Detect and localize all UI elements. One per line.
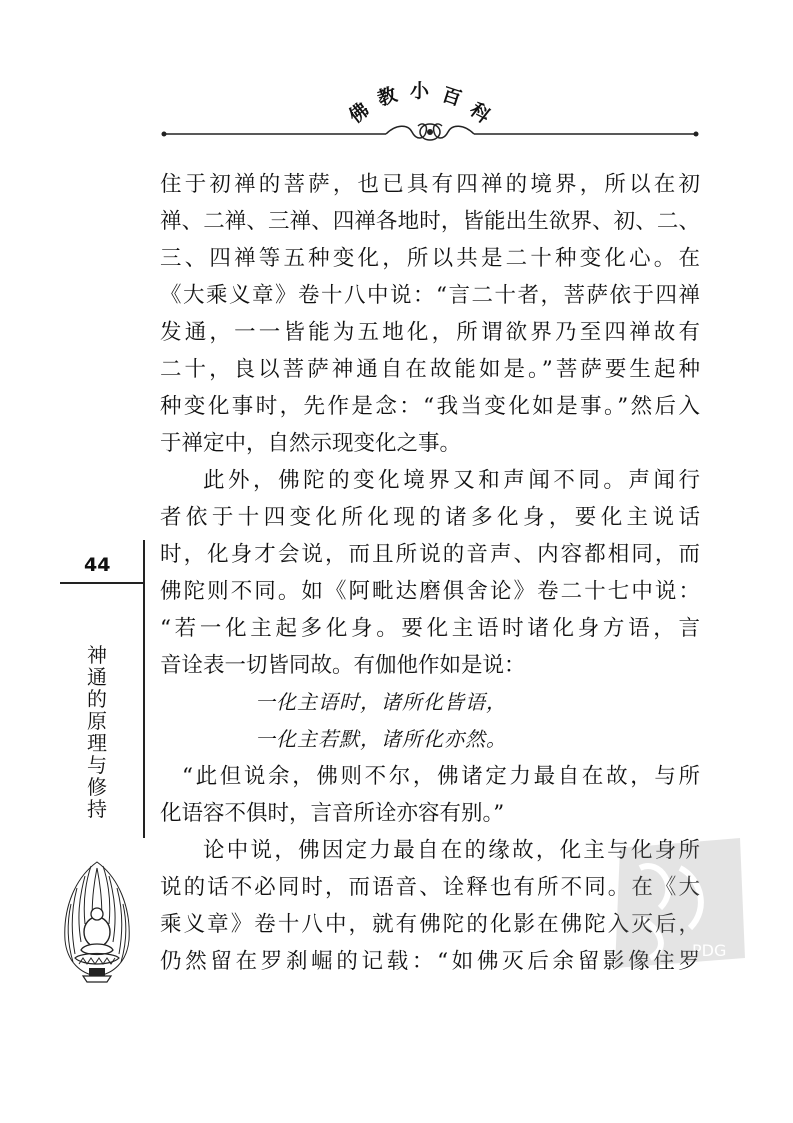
text-line: 禅、二禅、三禅、四禅各地时，皆能出生欲界、初、二、 [160,209,700,234]
text-line: 三、四禅等五种变化，所以共是二十种变化心。在 [160,246,700,271]
text-line: 说的话不必同时，而语音、诠释也有所不同。在《大 [160,875,700,900]
book-title-char: 与 [87,753,107,777]
text-line: 种变化事时，先作是念：“我当变化如是事。”然后入 [160,394,700,419]
text-line: 此外，佛陀的变化境界又和声闻不同。声闻行 [203,468,700,493]
text-line: 乘义章》卷十八中，就有佛陀的化影在佛陀入灭后， [160,912,700,937]
text-line: 音诠表一切皆同故。有伽他作如是说： [160,653,526,678]
header-ornament-rule [160,118,700,146]
book-title-vertical [84,644,110,820]
text-line: 《大乘义章》卷十八中说：“言二十者，菩萨依于四禅 [160,283,700,308]
book-title-char: 通 [87,665,107,689]
text-line: 佛陀则不同。如《阿毗达磨俱舍论》卷二十七中说： [160,579,700,604]
series-title-char: 佛 [344,98,374,128]
book-title-char: 理 [87,731,107,755]
page-number: 44 [84,554,111,576]
text-line: “若一化主起多化身。要化主语时诸化身方语，言 [160,616,700,641]
buddha-halo-icon [55,858,139,988]
series-title-char: 小 [410,80,430,102]
text-line: 于禅定中，自然示现变化之事。 [160,431,462,456]
book-title-char: 的 [87,687,107,711]
text-line: 化语容不俱时，言音所诠亦容有别。” [160,801,505,826]
book-title-char: 持 [87,797,107,821]
stamp-watermark [600,828,750,978]
margin-vertical-rule [143,540,145,838]
text-line: 时，化身才会说，而且所说的音声、内容都相同，而 [160,542,700,567]
series-title-char: 教 [374,83,400,111]
text-line: 仍然留在罗刹崛的记载：“如佛灭后余留影像住罗 [160,949,700,974]
margin-divider [60,582,144,584]
text-line: 住于初禅的菩萨，也已具有四禅的境界，所以在初 [160,172,700,197]
verse-line: 一化主若默，诸所化亦然。 [255,727,507,751]
series-title-char: 科 [465,98,495,128]
book-title-char: 神 [87,643,107,667]
book-title-char: 原 [87,709,107,733]
text-line: 论中说，佛因定力最自在的缘故，化主与化身所 [203,838,700,863]
verse-line: 一化主语时，诸所化皆语， [255,690,507,714]
book-title-char: 修 [87,775,107,799]
watermark-text: PDG [692,941,727,960]
text-line: 者依于十四变化所化现的诸多化身，要化主说话 [160,505,700,530]
text-line: 发通，一一皆能为五地化，所谓欲界乃至四禅故有 [160,320,700,345]
text-line: “此但说余，佛则不尔，佛诸定力最自在故，与所 [182,764,700,789]
text-line: 二十，良以菩萨神通自在故能如是。”菩萨要生起种 [160,357,700,382]
series-title-char: 百 [439,83,465,111]
